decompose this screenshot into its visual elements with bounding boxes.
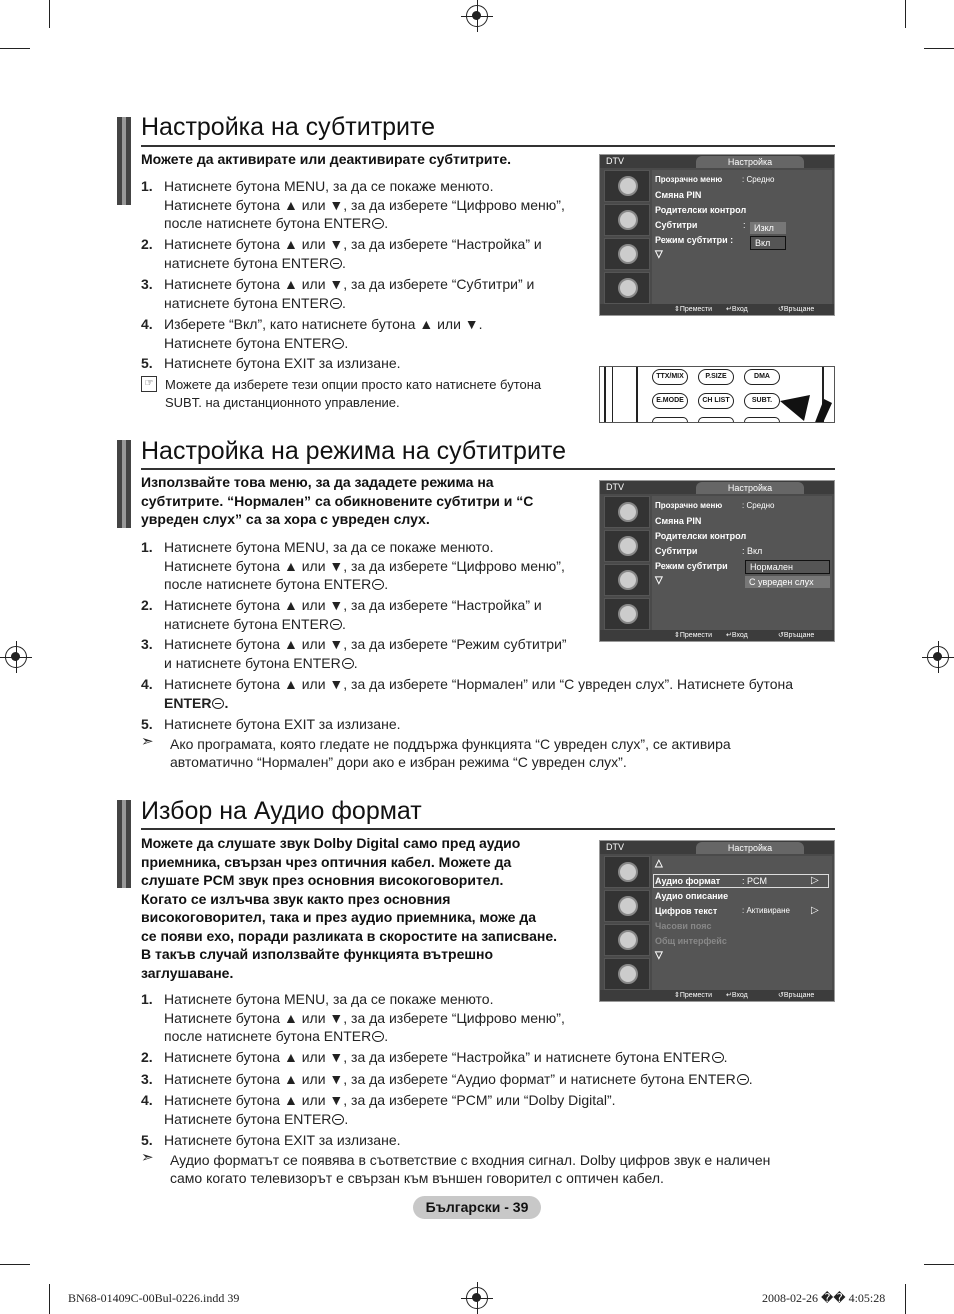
pointer-arrow-icon — [780, 395, 834, 423]
enter-icon — [212, 698, 224, 709]
enter-icon — [332, 1114, 344, 1125]
registration-mark-icon — [5, 646, 27, 668]
title-rule — [141, 468, 835, 470]
page-number-label: Български - 39 — [413, 1196, 541, 1219]
enter-icon — [330, 619, 342, 630]
enter-icon — [330, 258, 342, 269]
setup-gear-icon — [604, 924, 650, 956]
crop-mark — [49, 1284, 50, 1314]
title-rule — [141, 145, 835, 147]
note-text: Аудио форматът се появява в съответствие с входния сигнал. Dolby цифров звук е наличен само когато телевизорът е свързан към външен говорител с оптичен кабел. — [170, 1152, 771, 1186]
enter-icon — [712, 1052, 724, 1063]
registration-mark-icon — [466, 5, 488, 27]
crop-mark — [905, 1284, 906, 1314]
remote-control-illustration — [599, 366, 835, 423]
subt-button: SUBT. — [744, 393, 780, 409]
footer-date: 2008-02-26 �� 4:05:28 — [762, 1291, 886, 1305]
crop-mark — [924, 1264, 954, 1265]
psize-button: P.SIZE — [698, 369, 734, 385]
picture-icon — [604, 496, 650, 528]
registration-mark-icon — [466, 1287, 488, 1309]
picture-icon — [604, 856, 650, 888]
note-hand-icon: ☞ — [141, 376, 157, 392]
chlist-button: CH LIST — [698, 393, 734, 409]
section-title: Избор на Аудио формат — [141, 797, 422, 825]
section-intro: Можете да слушате звук Dolby Digital само пред аудио приемника, свързан чрез оптичния кабел. Можете да слушате PCM звук през основния високоговорител. Когато се излъчва звук както през основния високоговорител, така и през аудио приемника, може да се появи ехо, поради разликата в скоростите на записване. В такъв случай използвайте функцията вътрешно заглушаване. — [141, 835, 558, 981]
crop-mark — [0, 1264, 30, 1265]
sound-icon — [604, 530, 650, 562]
footer-file: BN68-01409C-00Bul-0226.indd 39 — [68, 1291, 240, 1305]
section-intro: Използвайте това меню, за да зададете режима на субтитрите. “Нормален” са обикновените субтитри и “С увреден слух” са за хора с увреден слух. — [141, 474, 534, 527]
tv-menu-screen: DTV Настройка Прозрачно меню : Средно Смяна PIN Родителски контрол Субтитри : Вкл Режим субтитри Нормален С увреден слух ▽ ⇕ Премести ↵ Вход ↺ Връщане — [599, 480, 835, 642]
section-bar — [117, 800, 131, 888]
enter-icon — [342, 658, 354, 669]
crop-mark — [924, 48, 954, 49]
note-text: Ако програмата, която гледате не поддържа функцията “С увреден слух”, се активира автоматично “Нормален” дори ако е избран режима “С увреден слух”. — [170, 736, 731, 770]
enter-icon — [372, 579, 384, 590]
note-text: Можете да изберете тези опции просто като натиснете бутона SUBT. на дистанционното управление. — [165, 377, 542, 410]
input-icon — [604, 272, 650, 304]
tv-menu-screen: DTV Настройка Прозрачно меню : Средно Смяна PIN Родителски контрол Субтитри : Изкл Режим субтитри : Вкл ▽ ⇕ Премести ↵ Вход ↺ Връщане — [599, 154, 835, 316]
emode-button: E.MODE — [652, 393, 688, 409]
sound-icon — [604, 204, 650, 236]
enter-icon — [737, 1074, 749, 1085]
setup-gear-icon — [604, 238, 650, 270]
title-rule — [141, 828, 835, 830]
tv-menu-screen: DTV Настройка △ Аудио формат : PCM ▷ Аудио описание Цифров текст : Активиране ▷ Часови пояс Общ интерфейс ▽ ⇕ Премести ↵ Вход ↺ Връщане — [599, 840, 835, 1002]
picture-icon — [604, 170, 650, 202]
dma-button: DMA — [744, 369, 780, 385]
crop-mark — [0, 48, 30, 49]
section-title: Настройка на субтитрите — [141, 113, 436, 141]
crop-mark — [49, 0, 50, 28]
input-icon — [604, 598, 650, 630]
enter-icon — [372, 1031, 384, 1042]
note-arrow-icon: ➣ — [141, 1149, 154, 1166]
enter-icon — [332, 338, 344, 349]
note-arrow-icon: ➣ — [141, 733, 154, 750]
section-bar — [117, 117, 131, 205]
section-bar — [117, 440, 131, 528]
sound-icon — [604, 890, 650, 922]
ttx-mix-button: TTX/MIX — [652, 369, 688, 385]
registration-mark-icon — [927, 646, 949, 668]
input-icon — [604, 958, 650, 990]
crop-mark — [905, 0, 906, 28]
section-title: Настройка на режима на субтитрите — [141, 437, 566, 465]
enter-icon — [372, 218, 384, 229]
enter-icon — [330, 298, 342, 309]
section-intro: Можете да активирате или деактивирате субтитрите. — [141, 151, 512, 167]
setup-gear-icon — [604, 564, 650, 596]
